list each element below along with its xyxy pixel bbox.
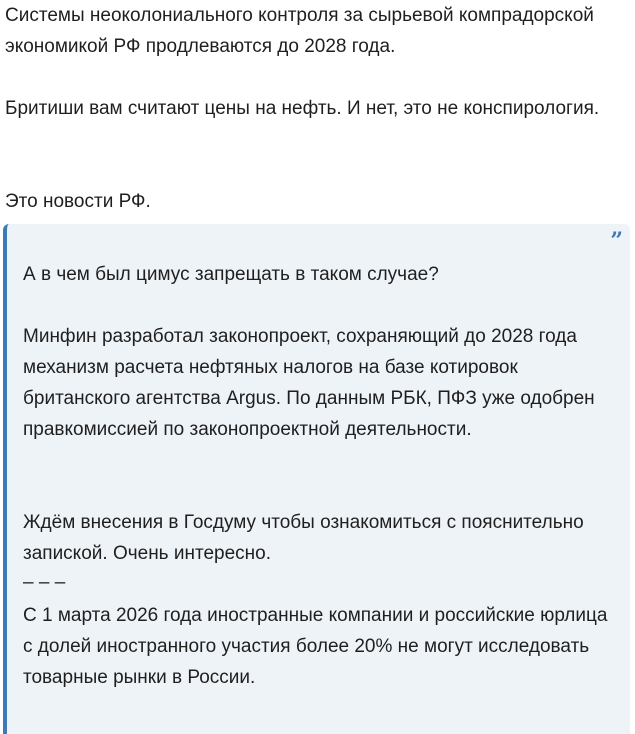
quote-line-2: Минфин разработал законопроект, сохраняющий до 2028 года механизм расчета нефтяных налогов на базе котировок британского агентства Argus. По данным РБК, ПФЗ уже одобрен правкомиссией по законопроектной деятельности. xyxy=(23,326,595,440)
quote-separator: – – – xyxy=(23,572,66,593)
post-paragraph-1: Системы неоколониального контроля за сырьевой компрадорской экономикой РФ продлеваются до 2028 года. xyxy=(5,5,600,57)
quote-line-4: С 1 марта 2026 года иностранные компании и российские юрлица с долей иностранного участия более 20% не могут исследовать товарные рынки в России. xyxy=(23,605,608,688)
quote-line-1: А в чем был цимус запрещать в таком случае? xyxy=(23,264,439,285)
blockquote xyxy=(3,224,630,734)
post-paragraph-3: Это новости РФ. xyxy=(5,191,151,212)
quote-line-3: Ждём внесения в Госдуму чтобы ознакомиться с пояснительно запиской. Очень интересно. xyxy=(23,512,584,564)
post-paragraph-2: Бритиши вам считают цены на нефть. И нет, это не конспирология. xyxy=(5,98,600,119)
quote-icon: ” xyxy=(610,228,623,254)
